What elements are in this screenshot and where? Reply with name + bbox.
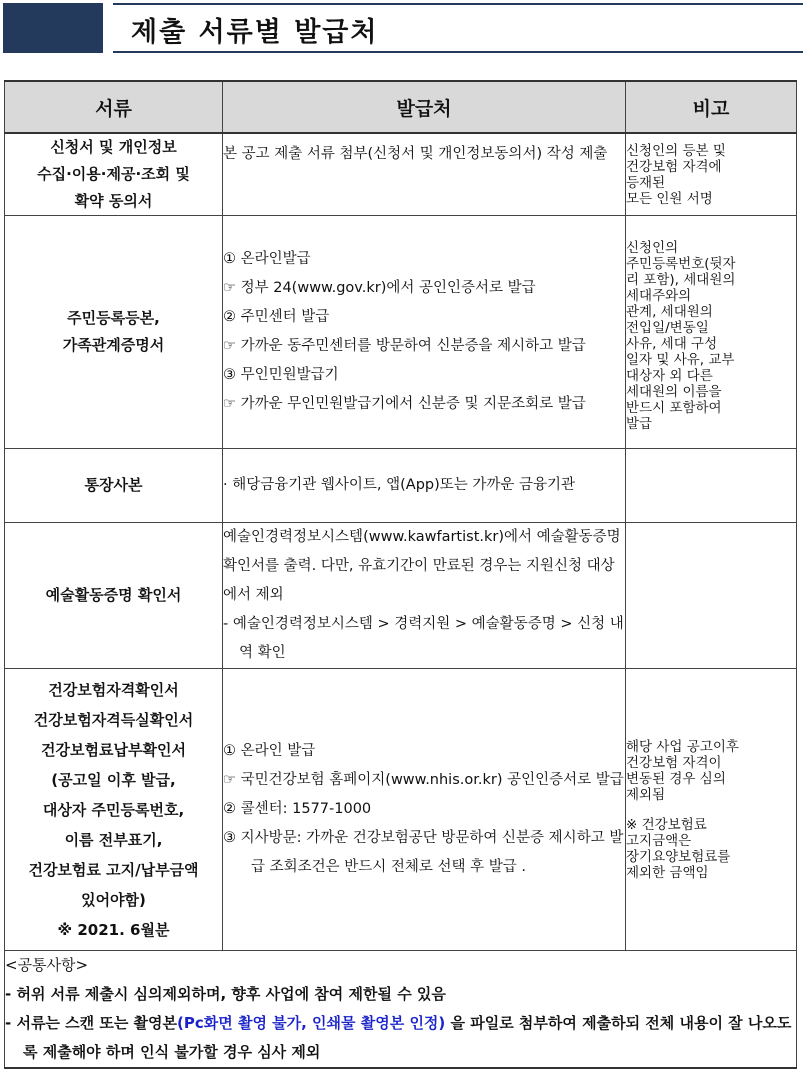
- issuer-cell: [223, 523, 626, 669]
- table-row: [5, 449, 797, 523]
- issuer-line: ① 온라인 발급: [223, 743, 316, 759]
- note-cell: [626, 216, 797, 449]
- note-line: 등재된: [626, 174, 666, 191]
- note-line: 변동된 경우 심의: [626, 770, 726, 787]
- note-line: 일자 및 사유, 교부: [626, 352, 735, 368]
- issuer-line: ② 주민센터 발급: [223, 309, 330, 325]
- header-bottom-rule: [113, 51, 803, 53]
- doc-cell: [5, 133, 223, 216]
- notice-line-2-post: 을 파일로 첨부하여 제출하되 전체 내용이 잘 나오도록 제출해야 하며 인식 불가할 경우 심사 제외: [23, 1014, 792, 1061]
- issuer-line: ☞ 국민건강보험 홈페이지(www.nhis.or.kr) 공인인증서로 발급: [223, 772, 624, 788]
- common-notice: [5, 951, 797, 1069]
- issuer-line: · 해당금융기관 웹사이트, 앱(App)또는 가까운 금융기관: [223, 477, 576, 493]
- notice-line-2: [5, 1009, 796, 1067]
- doc-line: 수집·이용·제공·조회 및: [37, 165, 190, 183]
- doc-line: 이름 전부표기,: [64, 830, 163, 849]
- page-header: [3, 3, 803, 55]
- notice-heading: <공통사항>: [5, 956, 89, 974]
- issuer-line: ☞ 가까운 무인민원발급기에서 신분증 및 지문조회로 발급: [223, 396, 586, 412]
- doc-line: 건강보험자격득실확인서: [33, 710, 194, 729]
- note-cell: [626, 449, 797, 523]
- doc-line: 통장사본: [84, 476, 143, 494]
- note-line: 장기요양보험료를: [626, 848, 731, 865]
- note-line: 신청인의: [626, 240, 679, 256]
- doc-line: 있어야함): [81, 890, 146, 909]
- note-line: 해당 사업 공고이후: [626, 738, 739, 755]
- note-line: 고지금액은: [626, 832, 692, 849]
- table-row: [5, 133, 797, 216]
- note-line: 발급: [626, 416, 653, 432]
- note-cell: [626, 523, 797, 669]
- issuer-cell: [223, 216, 626, 449]
- doc-cell: [5, 449, 223, 523]
- note-spacer: [626, 803, 796, 817]
- note-line: 제외됨: [626, 786, 666, 803]
- notice-line-1: - 허위 서류 제출시 심의제외하며, 향후 사업에 참여 제한될 수 있음: [5, 985, 446, 1003]
- notice-highlight: (Pc화면 촬영 불가, 인쇄물 촬영본 인정): [177, 1014, 446, 1032]
- issuer-cell: [223, 133, 626, 216]
- table-row: [5, 523, 797, 669]
- doc-cell: [5, 216, 223, 449]
- doc-line: 신청서 및 개인정보: [50, 138, 177, 156]
- header-top-rule: [113, 3, 803, 5]
- header-accent-block: [3, 3, 103, 53]
- table-header-row: [5, 81, 797, 133]
- doc-line: 예술활동증명 확인서: [45, 586, 182, 604]
- doc-cell: [5, 669, 223, 951]
- header-note: 비고: [626, 81, 797, 133]
- page-title: 제출 서류별 발급처: [131, 17, 379, 48]
- doc-line: ※ 2021. 6월분: [57, 920, 170, 939]
- issuer-cell: [223, 449, 626, 523]
- issuer-line: ③ 무인민원발급기: [223, 367, 339, 383]
- doc-cell: [5, 523, 223, 669]
- table-row: [5, 669, 797, 951]
- note-line: 리 포함), 세대원의: [626, 272, 736, 288]
- note-cell: [626, 669, 797, 951]
- note-line: 관계, 세대원의: [626, 304, 713, 320]
- note-line: 전입일/변동일: [626, 320, 709, 336]
- note-line: 신청인의 등본 및: [626, 142, 726, 159]
- note-line: 반드시 포함하여: [626, 400, 722, 416]
- issuer-line: ☞ 가까운 동주민센터를 방문하여 신분증을 제시하고 발급: [223, 338, 586, 354]
- doc-line: 주민등록등본,: [67, 309, 160, 327]
- note-line: 주민등록번호(뒷자: [626, 256, 736, 272]
- documents-table: [4, 80, 797, 1069]
- issuer-line: ③ 지사방문: 가까운 건강보험공단 방문하여 신분증 제시하고 발급 조회조건은 반드시 전체로 선택 후 발급 .: [223, 830, 624, 875]
- issuer-line: 예술인경력정보시스템(www.kawfartist.kr)에서 예술활동증명 확인서를 출력. 다만, 유효기간이 만료된 경우는 지원신청 대상에서 제외: [223, 529, 621, 603]
- issuer-line: ① 온라인발급: [223, 251, 311, 267]
- doc-line: 대상자 주민등록번호,: [42, 800, 185, 819]
- doc-line: 건강보험자격확인서: [48, 680, 179, 699]
- issuer-line: 본 공고 제출 서류 첨부(신청서 및 개인정보동의서) 작성 제출: [223, 146, 608, 162]
- note-line: 세대주와의: [626, 288, 692, 304]
- table-row: [5, 216, 797, 449]
- issuer-line: ☞ 정부 24(www.gov.kr)에서 공인인증서로 발급: [223, 280, 536, 296]
- note-line: 세대원의 이름을: [626, 384, 722, 400]
- doc-line: 건강보험료납부확인서: [41, 740, 186, 759]
- doc-line: 확약 동의서: [74, 192, 153, 210]
- doc-line: 건강보험료 고지/납부금액: [28, 860, 199, 879]
- note-line: 제외한 금액임: [626, 864, 709, 881]
- issuer-cell: [223, 669, 626, 951]
- note-line: ※ 건강보험료: [626, 816, 707, 833]
- note-cell: [626, 133, 797, 216]
- note-line: 사유, 세대 구성: [626, 336, 718, 352]
- issuer-line: ② 콜센터: 1577-1000: [223, 801, 372, 817]
- issuer-line: - 예술인경력정보시스템 > 경력지원 > 예술활동증명 > 신청 내역 확인: [223, 616, 624, 661]
- note-line: 대상자 외 다른: [626, 368, 713, 384]
- note-line: 건강보험 자격에: [626, 158, 722, 175]
- header-document: 서류: [5, 81, 223, 133]
- notice-row: [5, 951, 797, 1069]
- note-line: 건강보험 자격이: [626, 754, 722, 771]
- note-line: 모든 인원 서명: [626, 190, 713, 207]
- doc-line: (공고일 이후 발급,: [51, 770, 176, 789]
- notice-line-2-pre: - 서류는 스캔 또는 촬영본: [5, 1014, 178, 1032]
- header-issuer: 발급처: [223, 81, 626, 133]
- doc-line: 가족관계증명서: [62, 336, 165, 354]
